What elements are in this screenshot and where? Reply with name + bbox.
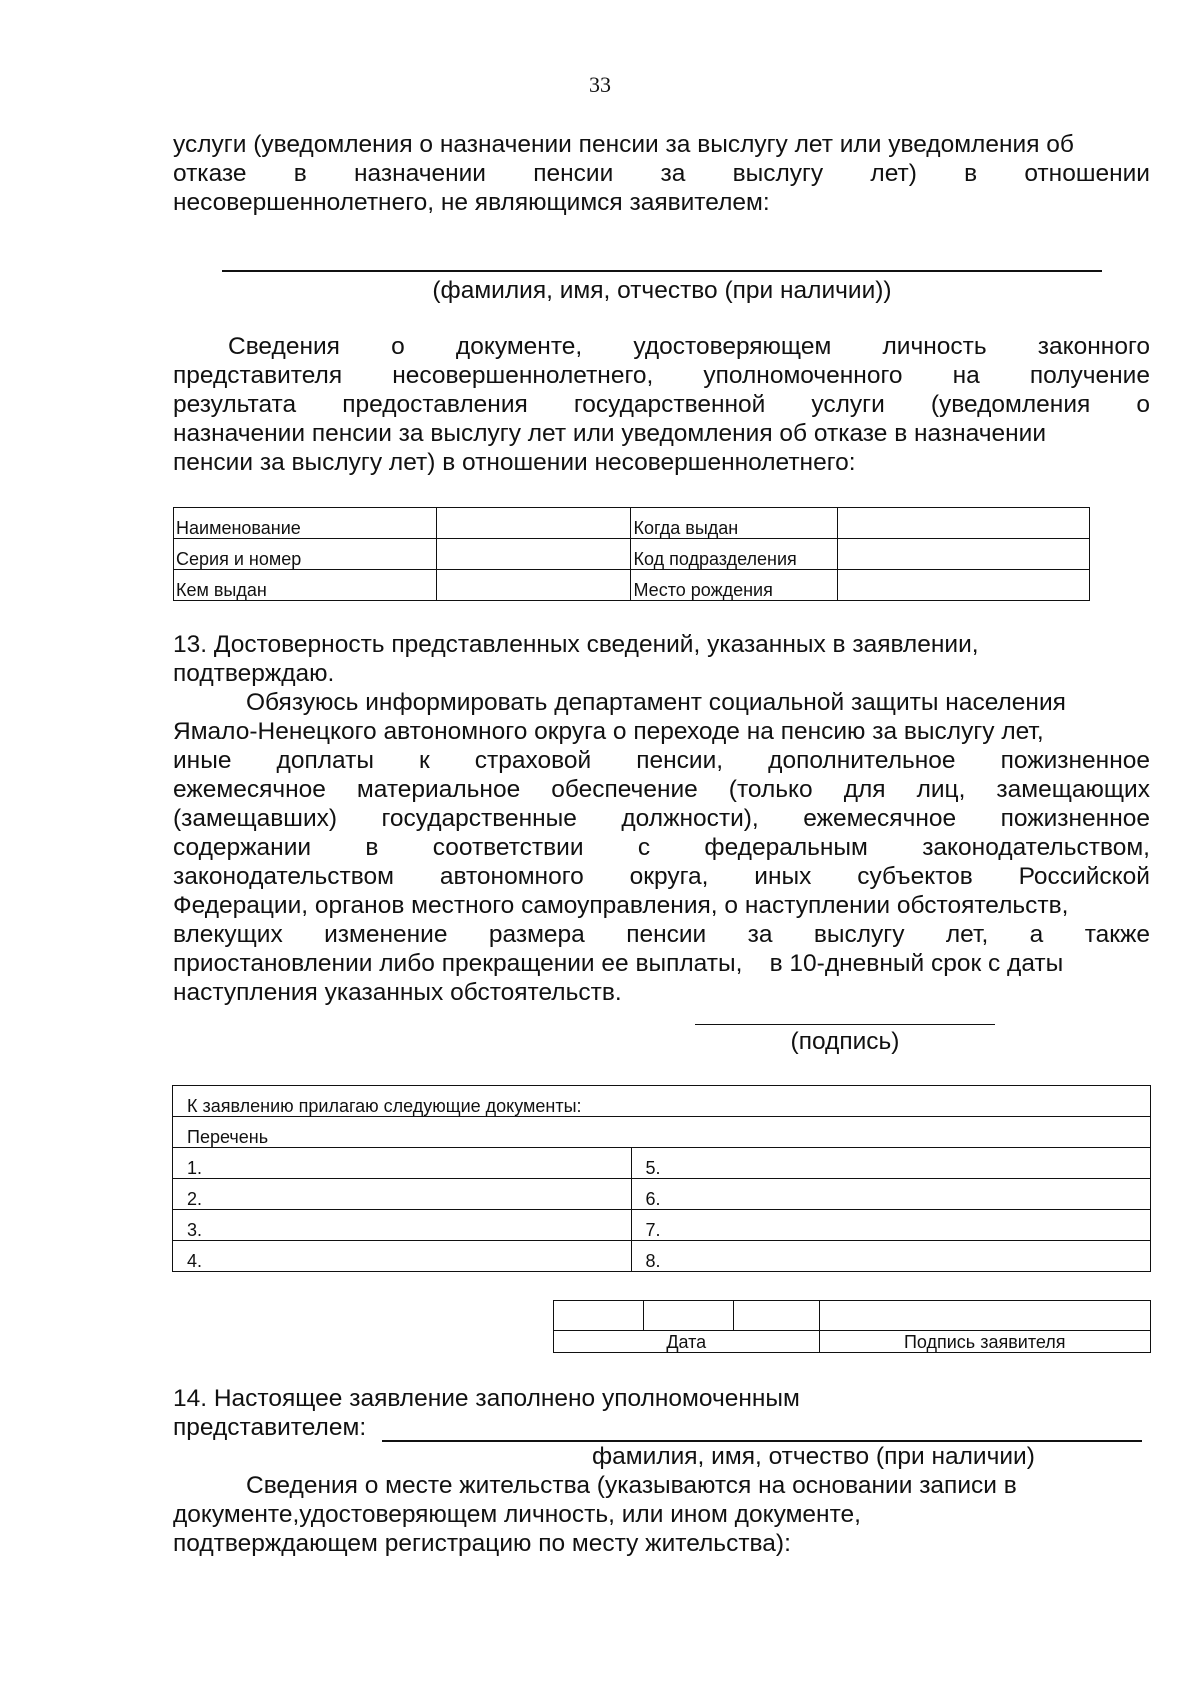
applicant-signature-label: Подпись заявителя xyxy=(819,1331,1151,1353)
text-line: влекущих изменение размера пенсии за выслугу лет, а также xyxy=(173,921,1150,948)
signature-caption: (подпись) xyxy=(790,1028,900,1055)
intro-paragraph xyxy=(173,130,1150,217)
text-line: представителем: xyxy=(173,1414,367,1441)
page-number: 33 xyxy=(589,72,611,97)
section-13 xyxy=(173,630,1150,1007)
attachment-item[interactable]: 8. xyxy=(631,1241,1150,1272)
attachment-item[interactable]: 7. xyxy=(631,1210,1150,1241)
representative-fio-caption: фамилия, имя, отчество (при наличии) xyxy=(592,1443,1035,1470)
id-document-paragraph xyxy=(173,332,1150,477)
text-line: Ямало-Ненецкого автономного округа о переходе на пенсию за выслугу лет, xyxy=(173,718,1044,745)
table-row xyxy=(554,1331,1151,1353)
table-row xyxy=(174,570,1090,601)
date-signature-table xyxy=(553,1300,1151,1353)
text-line: Сведения о месте жительства (указываются на основании записи в xyxy=(246,1472,1017,1499)
applicant-signature-cell[interactable] xyxy=(819,1301,1151,1331)
text-line: услуги (уведомления о назначении пенсии за выслугу лет или уведомления об xyxy=(173,131,1074,158)
id-name-label: Наименование xyxy=(174,508,437,539)
attachments-list-label: Перечень xyxy=(173,1117,1151,1148)
text-line: ежемесячное материальное обеспечение (только для лиц, замещающих xyxy=(173,776,1150,803)
date-year-cell[interactable] xyxy=(733,1301,819,1331)
text-line: подтверждаю. xyxy=(173,660,335,687)
table-row xyxy=(173,1086,1151,1117)
id-birthplace-value[interactable] xyxy=(838,570,1090,601)
attachment-item[interactable]: 5. xyxy=(631,1148,1150,1179)
attachment-item[interactable]: 1. xyxy=(173,1148,632,1179)
fio-fill-line[interactable] xyxy=(222,270,1102,272)
text-line: пенсии за выслугу лет) в отношении несовершеннолетнего: xyxy=(173,449,856,476)
signature-fill-line[interactable] xyxy=(695,1024,995,1025)
text-line: назначении пенсии за выслугу лет или уведомления об отказе в назначении xyxy=(173,420,1047,447)
text-line: наступления указанных обстоятельств. xyxy=(173,979,622,1006)
id-division-code-label: Код подразделения xyxy=(631,539,838,570)
id-document-table xyxy=(173,507,1090,601)
id-issuer-label: Кем выдан xyxy=(174,570,437,601)
id-issued-date-value[interactable] xyxy=(838,508,1090,539)
text-line: представителя несовершеннолетнего, уполномоченного на получение xyxy=(173,362,1150,389)
text-line: иные доплаты к страховой пенсии, дополнительное пожизненное xyxy=(173,747,1150,774)
table-row xyxy=(173,1117,1151,1148)
attachments-header: К заявлению прилагаю следующие документы: xyxy=(173,1086,1151,1117)
table-row xyxy=(173,1241,1151,1272)
text-line: 14. Настоящее заявление заполнено уполномоченным xyxy=(173,1385,800,1412)
table-row xyxy=(173,1179,1151,1210)
attachments-table xyxy=(172,1085,1151,1272)
attachment-item[interactable]: 2. xyxy=(173,1179,632,1210)
attachment-item[interactable]: 6. xyxy=(631,1179,1150,1210)
date-day-cell[interactable] xyxy=(554,1301,644,1331)
table-row xyxy=(554,1301,1151,1331)
text-line: содержании в соответствии с федеральным законодательством, xyxy=(173,834,1150,861)
id-issuer-value[interactable] xyxy=(436,570,631,601)
date-label: Дата xyxy=(554,1331,820,1353)
text-line: 13. Достоверность представленных сведений, указанных в заявлении, xyxy=(173,631,979,658)
text-line: Сведения о документе, удостоверяющем личность законного xyxy=(228,333,1150,360)
table-row xyxy=(174,539,1090,570)
text-line: несовершеннолетнего, не являющимся заявителем: xyxy=(173,189,770,216)
id-series-label: Серия и номер xyxy=(174,539,437,570)
date-month-cell[interactable] xyxy=(643,1301,733,1331)
text-line: приостановлении либо прекращении ее выплаты, в 10-дневный срок с даты xyxy=(173,950,1064,977)
residence-paragraph xyxy=(173,1471,1150,1558)
text-line: Обязуюсь информировать департамент социальной защиты населения xyxy=(246,689,1066,716)
id-name-value[interactable] xyxy=(436,508,631,539)
id-birthplace-label: Место рождения xyxy=(631,570,838,601)
attachment-item[interactable]: 3. xyxy=(173,1210,632,1241)
id-division-code-value[interactable] xyxy=(838,539,1090,570)
text-line: отказе в назначении пенсии за выслугу лет) в отношении xyxy=(173,160,1150,187)
id-series-value[interactable] xyxy=(436,539,631,570)
table-row xyxy=(173,1148,1151,1179)
table-row xyxy=(174,508,1090,539)
attachment-item[interactable]: 4. xyxy=(173,1241,632,1272)
table-row xyxy=(173,1210,1151,1241)
text-line: подтверждающем регистрацию по месту жительства): xyxy=(173,1530,791,1557)
text-line: законодательством автономного округа, иных субъектов Российской xyxy=(173,863,1150,890)
text-line: документе,удостоверяющем личность, или ином документе, xyxy=(173,1501,861,1528)
text-line: (замещавших) государственные должности), ежемесячное пожизненное xyxy=(173,805,1150,832)
fio-caption: (фамилия, имя, отчество (при наличии)) xyxy=(432,277,892,304)
id-issued-date-label: Когда выдан xyxy=(631,508,838,539)
text-line: результата предоставления государственной услуги (уведомления о xyxy=(173,391,1150,418)
text-line: Федерации, органов местного самоуправления, о наступлении обстоятельств, xyxy=(173,892,1069,919)
section-14 xyxy=(173,1384,1150,1442)
